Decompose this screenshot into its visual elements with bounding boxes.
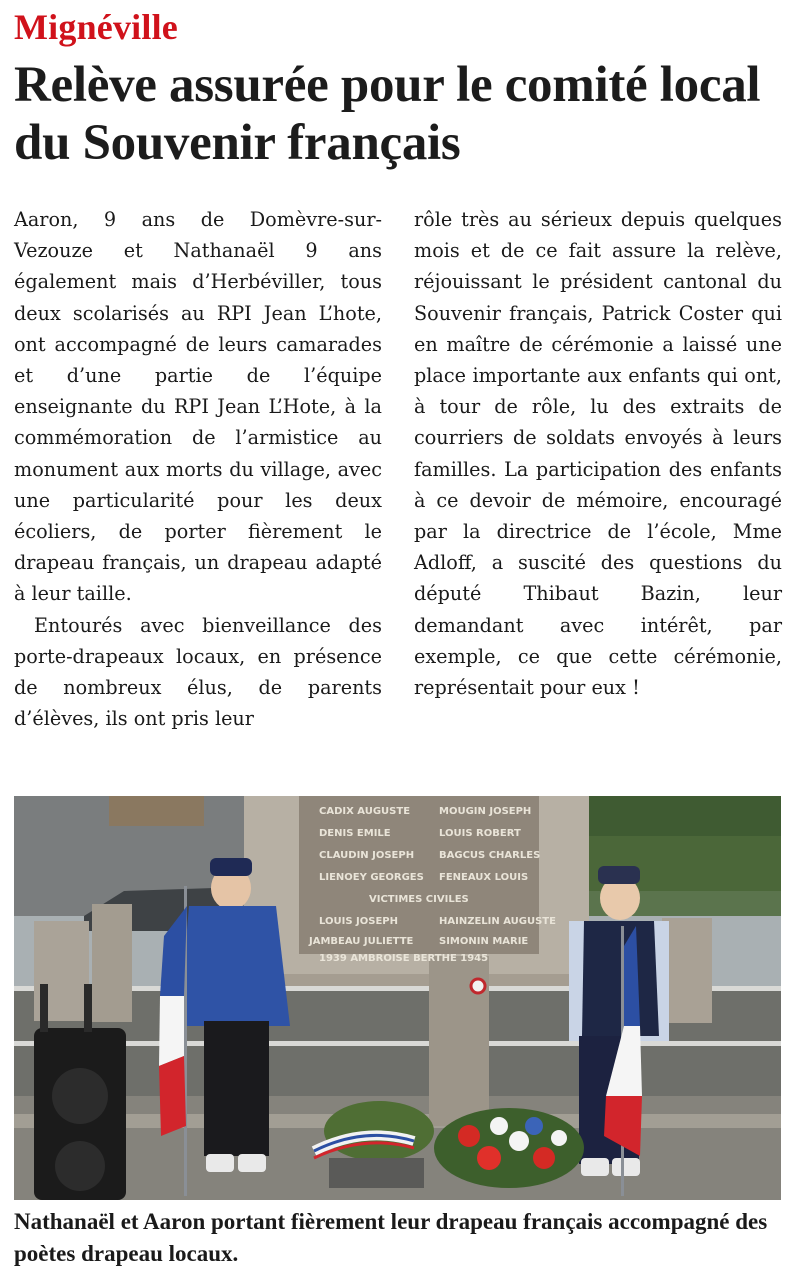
monument-name: JAMBEAU JULIETTE — [309, 936, 414, 947]
monument-name: LOUIS ROBERT — [439, 828, 521, 839]
article-column-right — [414, 204, 782, 703]
article-column-left — [14, 204, 382, 734]
monument-name: DENIS EMILE — [319, 828, 391, 839]
kicker-locality: Mignéville — [14, 7, 178, 47]
monument-name: VICTIMES CIVILES — [369, 894, 469, 905]
article-headline: Relève assurée pour le comité local du Souvenir français — [14, 57, 761, 171]
ceremony-photo-illustration — [14, 796, 781, 1200]
monument-name: CLAUDIN JOSEPH — [319, 850, 415, 861]
monument-name: LIENOEY GEORGES — [319, 872, 424, 883]
monument-name: HAINZELIN AUGUSTE — [439, 916, 556, 927]
monument-name: 1939 AMBROISE BERTHE 1945 — [319, 953, 489, 964]
monument-name: BAGCUS CHARLES — [439, 850, 541, 861]
monument-name: LOUIS JOSEPH — [319, 916, 398, 927]
paragraph: Entourés avec bienveillance des porte-drapeaux locaux, en présence de nombreux élus, de parents d’élèves, ils ont pris leur — [14, 613, 382, 731]
article-photo — [14, 796, 781, 1200]
paragraph: rôle très au sérieux depuis quelques mois et de ce fait assure la relève, réjouissant le président cantonal du Souvenir français, Patrick Coster qui en maître de cérémonie a laissé une place importante aux enfants qui ont, à tour de rôle, lu des extraits de courriers de soldats envoyés à leurs familles. La participation des enfants à ce devoir de mémoire, encouragé par la directrice de l’école, Mme Adloff, a suscité des questions du député Thibaut Bazin, leur demandant avec intérêt, par exemple, ce que cette cérémonie, représentait pour eux ! — [414, 208, 782, 700]
paragraph: Aaron, 9 ans de Domèvre-sur-Vezouze et Nathanaël 9 ans également mais d’Herbéviller, tous deux scolarisés au RPI Jean L’hote, ont accompagné de leurs camarades et d’une partie de l’équipe enseignante du RPI Jean L’Hote, à la commémoration de l’armistice au monument aux morts du village, avec une particularité pour les deux écoliers, de porter fièrement le drapeau français, un drapeau adapté à leur taille. — [14, 208, 382, 606]
photo-caption: Nathanaël et Aaron portant fièrement leur drapeau français accompagné des poètes drapeau locaux. — [14, 1209, 768, 1266]
monument-name: CADIX AUGUSTE — [319, 806, 411, 817]
monument-name: MOUGIN JOSEPH — [439, 806, 532, 817]
monument-name: SIMONIN MARIE — [439, 936, 529, 947]
monument-name: FENEAUX LOUIS — [439, 872, 529, 883]
